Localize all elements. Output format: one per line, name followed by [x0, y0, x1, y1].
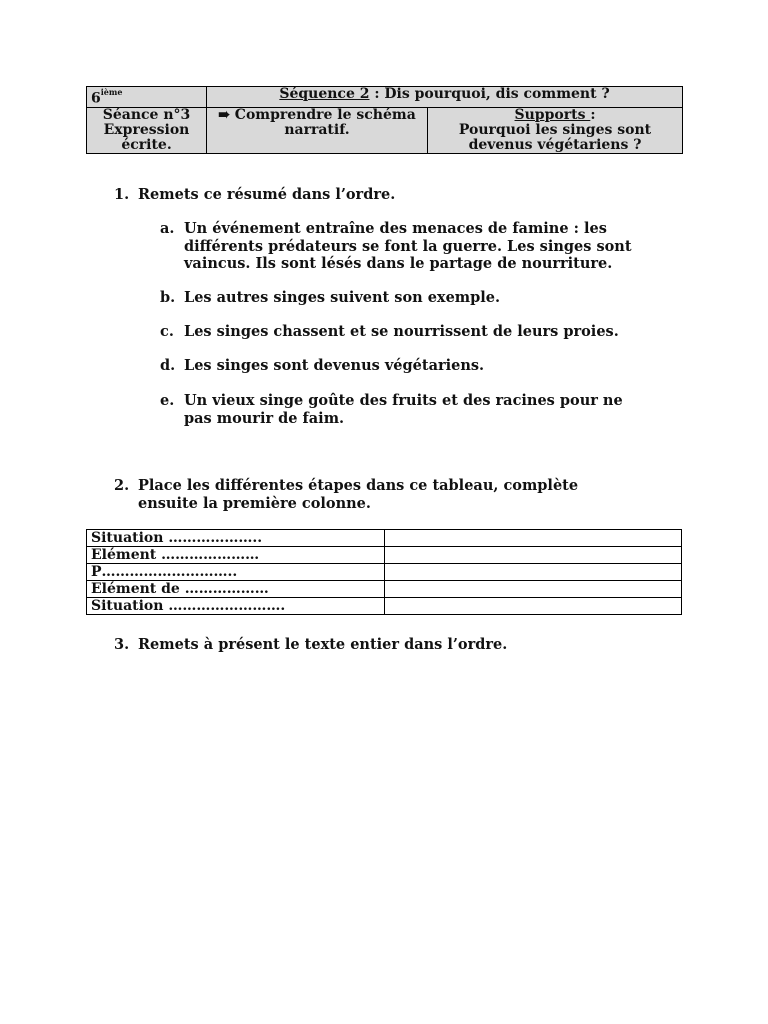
item-text-line: différents prédateurs se font la guerre. Les singes sont: [184, 237, 632, 255]
question-text-line: Place les différentes étapes dans ce tableau, complète: [138, 477, 579, 494]
item-text-line: Les singes sont devenus végétariens.: [184, 357, 485, 374]
supports-title-line2: devenus végétariens ?: [468, 136, 642, 153]
item-letter: b.: [160, 289, 176, 306]
table-row: [87, 547, 682, 564]
step-label: P………………………..: [87, 564, 385, 581]
question-number: 1.: [114, 186, 130, 203]
step-answer-cell[interactable]: [385, 598, 682, 615]
question-text: Remets à présent le texte entier dans l’ordre.: [138, 636, 508, 653]
step-answer-cell[interactable]: [385, 530, 682, 547]
item-letter: a.: [160, 220, 175, 237]
supports-cell: [428, 107, 683, 153]
header-row-title: [87, 87, 683, 108]
step-answer-cell[interactable]: [385, 564, 682, 581]
objective-line1: ➠ Comprendre le schéma: [218, 106, 416, 123]
sequence-cell: [207, 87, 683, 108]
table-row: [87, 581, 682, 598]
sequence-label: Séquence 2: [279, 86, 370, 102]
level-number: 6: [91, 90, 101, 107]
header-row-details: [87, 107, 683, 153]
level-superscript: ième: [100, 87, 123, 97]
header-table: [86, 86, 683, 154]
step-label: Elément …………………: [87, 547, 385, 564]
seance-number: Séance n°3: [102, 106, 191, 123]
level-cell: [87, 87, 207, 108]
item-text-line: pas mourir de faim.: [184, 409, 345, 427]
item-text-line: Les autres singes suivent son exemple.: [184, 289, 501, 306]
sequence-title: : Dis pourquoi, dis comment ?: [369, 86, 610, 102]
seance-cell: [87, 107, 207, 153]
table-row: [87, 598, 682, 615]
step-label: Elément de ………………: [87, 581, 385, 598]
objective-line2: narratif.: [284, 121, 350, 138]
item-letter: e.: [160, 392, 175, 409]
seance-type-line1: Expression: [103, 121, 190, 138]
question-text: Remets ce résumé dans l’ordre.: [138, 186, 396, 203]
objective-cell: [207, 107, 428, 153]
table-row: [87, 530, 682, 547]
question-number: 3.: [114, 636, 130, 653]
question-number: 2.: [114, 477, 130, 494]
supports-title-line1: Pourquoi les singes sont: [458, 121, 652, 138]
item-text-line: vaincus. Ils sont lésés dans le partage de nourriture.: [184, 255, 613, 272]
question-text-line: ensuite la première colonne.: [138, 494, 371, 512]
supports-label: Supports: [514, 106, 591, 123]
seance-type-line2: écrite.: [121, 136, 172, 153]
item-text-line: Les singes chassent et se nourrissent de leurs proies.: [184, 323, 619, 340]
supports-colon: :: [590, 106, 596, 123]
item-letter: c.: [160, 323, 174, 340]
item-letter: d.: [160, 357, 176, 374]
step-label: Situation …………………….: [87, 598, 385, 615]
item-text-line: Un événement entraîne des menaces de famine : les: [184, 220, 607, 237]
step-label: Situation ………………..: [87, 530, 385, 547]
table-row: [87, 564, 682, 581]
step-answer-cell[interactable]: [385, 547, 682, 564]
narrative-steps-table: [86, 529, 682, 615]
step-answer-cell[interactable]: [385, 581, 682, 598]
item-text-line: Un vieux singe goûte des fruits et des racines pour ne: [184, 392, 623, 409]
